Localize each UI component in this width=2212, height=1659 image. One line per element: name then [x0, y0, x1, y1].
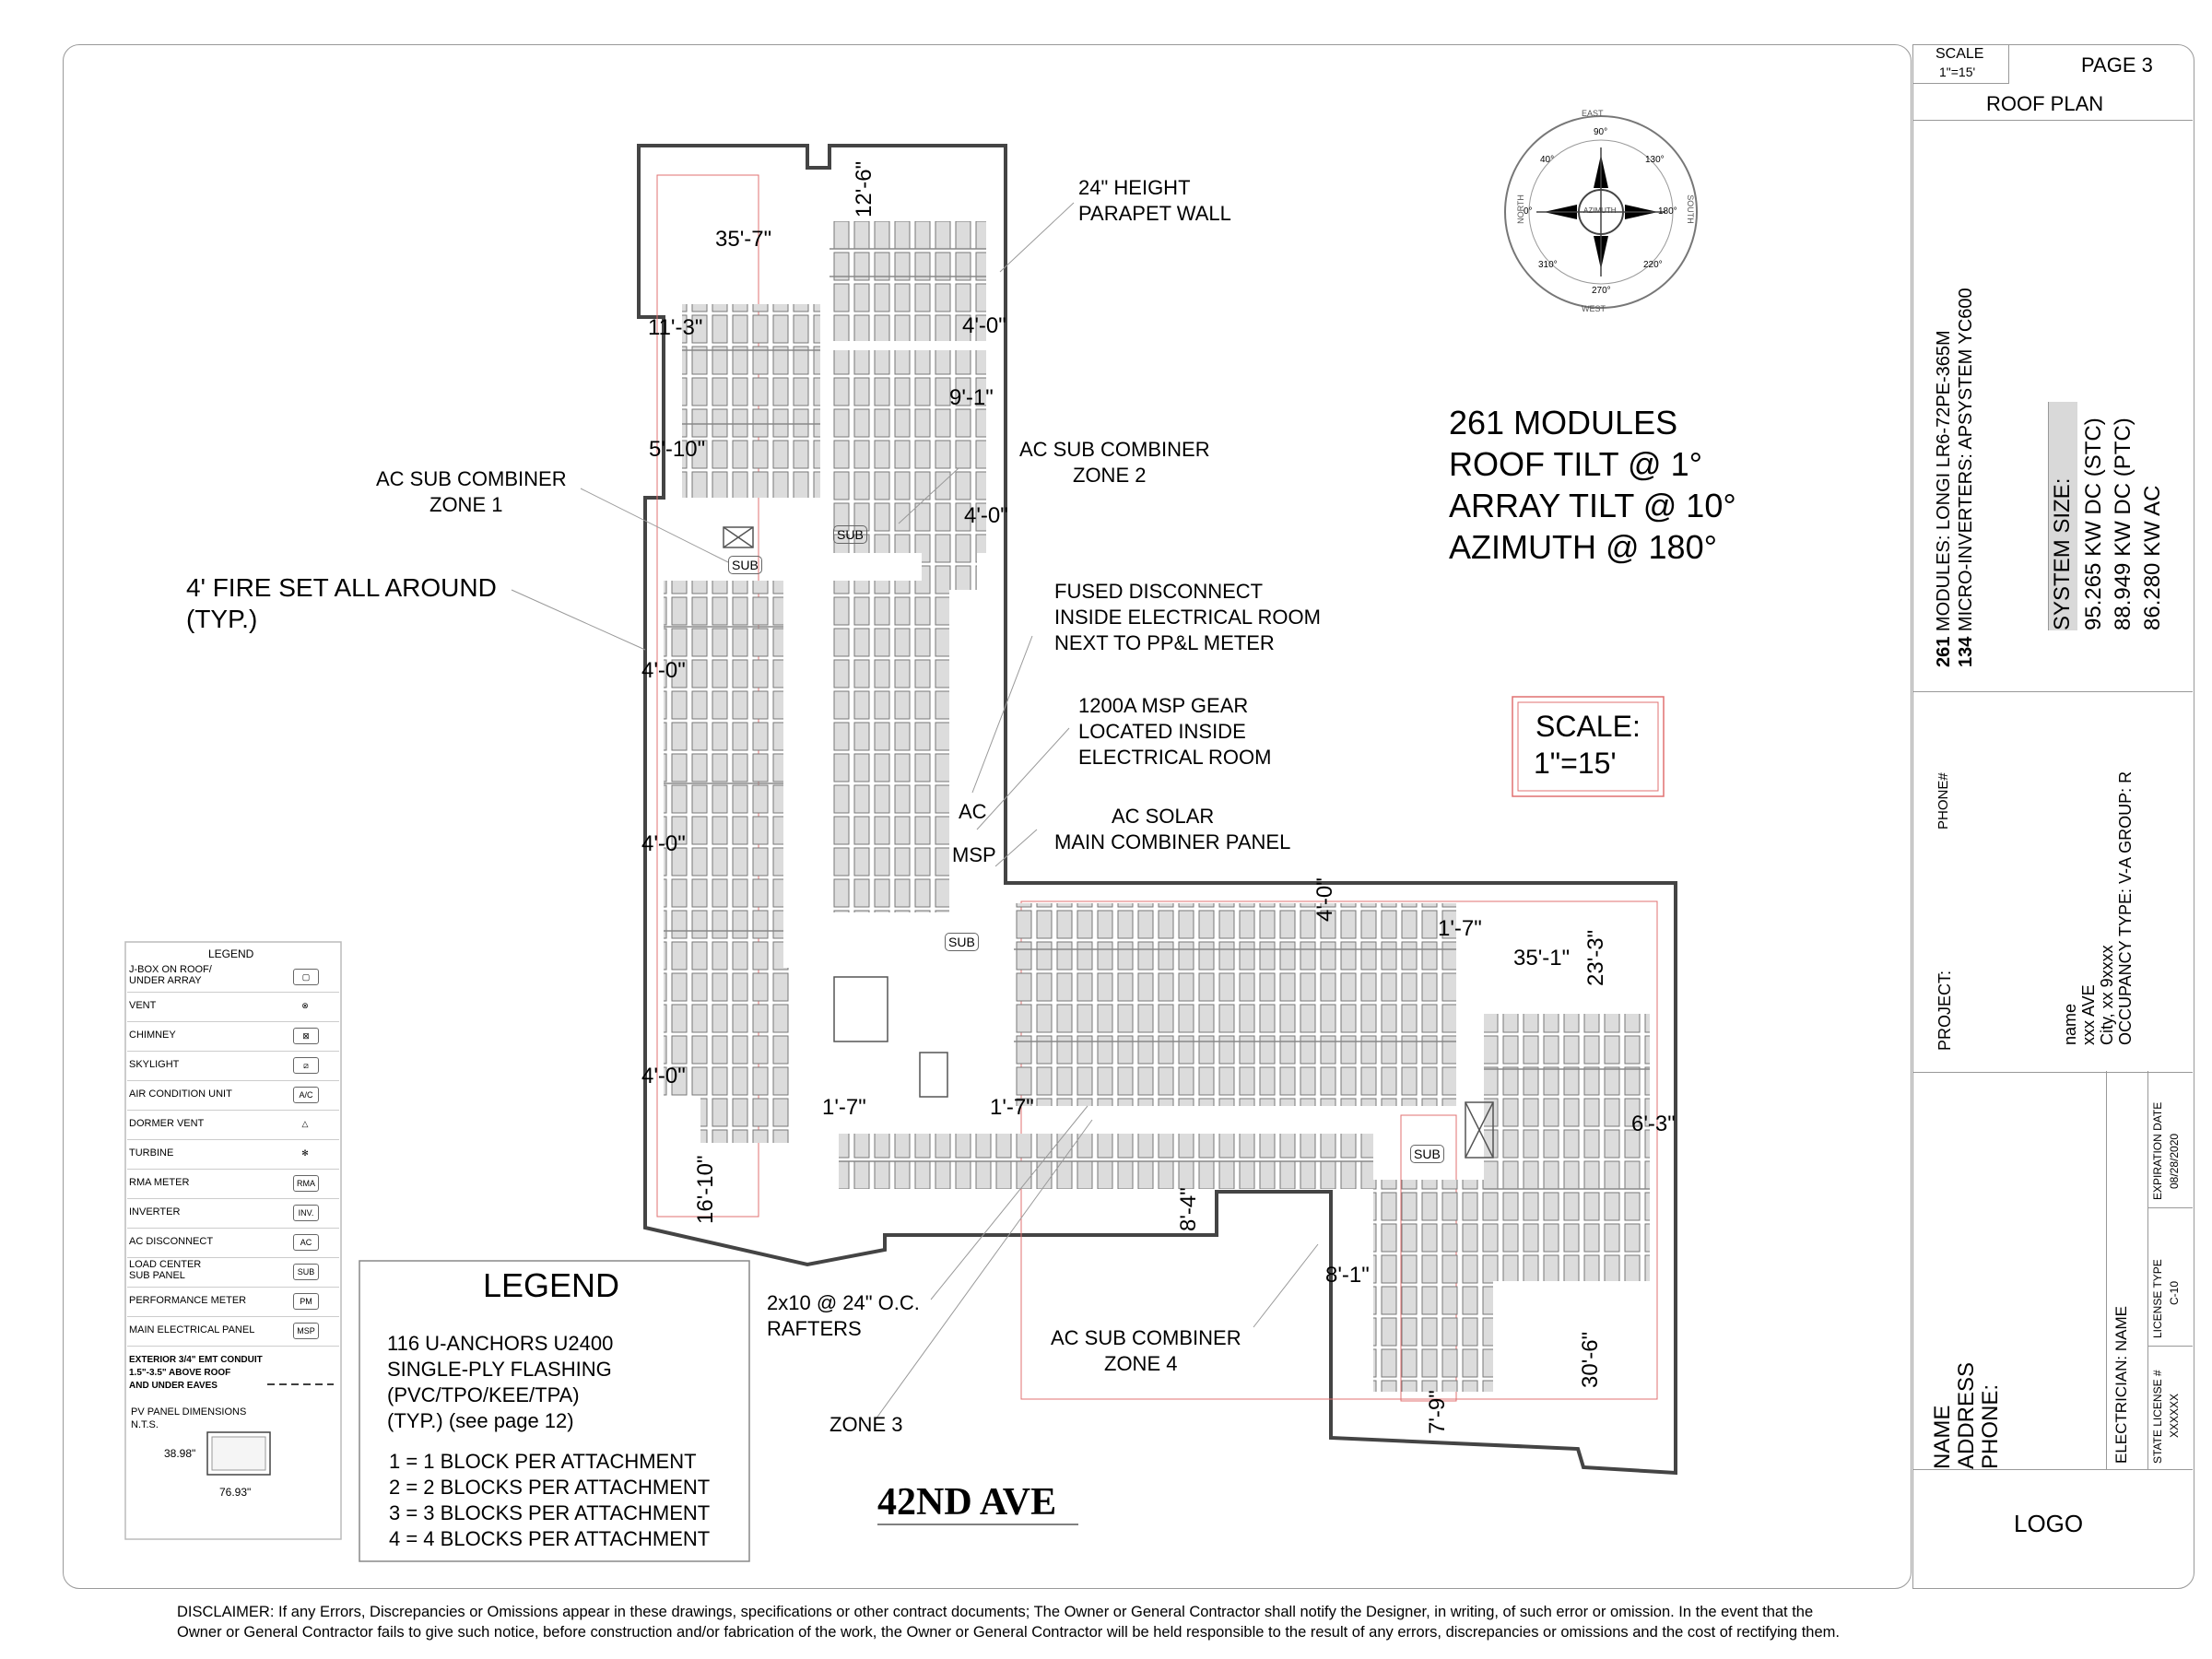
performance-meter-icon: PM: [293, 1293, 319, 1310]
scale-box-line1: SCALE:: [1535, 710, 1641, 743]
compass-deg: 270°: [1592, 286, 1611, 296]
dim-4-0-c: 4'-0": [641, 658, 686, 683]
compass-north: NORTH: [1515, 194, 1525, 224]
dim-35-7: 35'-7": [715, 227, 772, 252]
legend-label: [129, 1259, 201, 1281]
dim-1-7-c: 1'-7": [990, 1095, 1034, 1120]
legend-row: [127, 1051, 339, 1081]
conduit-line-2: 1.5"-3.5" ABOVE ROOF: [129, 1368, 231, 1378]
modules-count: 261: [1934, 636, 1954, 667]
callout-msp-gear-1: 1200A MSP GEAR: [1078, 694, 1249, 717]
tb-stc: 95.265 KW DC (STC): [2081, 418, 2106, 630]
legend-label-line2: UNDER ARRAY: [129, 975, 202, 986]
legend-row: [127, 1228, 339, 1258]
legend-label: AC DISCONNECT: [129, 1236, 214, 1247]
callout-fire-set-2: (TYP.): [186, 605, 258, 633]
vent-icon: ⊗: [301, 1001, 309, 1010]
anchors-line-1: 116 U-ANCHORS U2400: [387, 1332, 614, 1355]
tb-logo: LOGO: [2014, 1510, 2084, 1537]
dim-6-3: 6'-3": [1631, 1112, 1676, 1136]
legend-label: CHIMNEY: [129, 1030, 176, 1041]
summary-array-tilt: ARRAY TILT @ 10°: [1449, 487, 1736, 524]
tb-system-size-label: SYSTEM SIZE:: [2050, 477, 2075, 630]
callout-fused-3: NEXT TO PP&L METER: [1054, 631, 1275, 654]
tb-modules-line: [1934, 330, 1955, 667]
tb-license-type: C-10: [2168, 1280, 2181, 1305]
chimney-icon: ⊠: [293, 1028, 319, 1044]
compass-deg: 220°: [1643, 260, 1663, 270]
obstruction-box: [834, 977, 888, 1041]
tb-customer-phone: PHONE:: [1978, 1383, 2003, 1469]
tb-occupancy: OCCUPANCY TYPE: V-A GROUP: R: [2116, 771, 2135, 1045]
compass-deg: 130°: [1645, 155, 1665, 165]
compass-deg: 310°: [1538, 260, 1558, 270]
callout-fused-2: INSIDE ELECTRICAL ROOM: [1054, 606, 1321, 629]
callout-msp-gear-3: ELECTRICAL ROOM: [1078, 746, 1272, 769]
tb-expiration: 08/28/2020: [2168, 1133, 2181, 1189]
tb-expiration-label: EXPIRATION DATE: [2151, 1101, 2164, 1200]
legend-row: [127, 1316, 339, 1347]
tb-phone-label: PHONE#: [1936, 772, 1951, 830]
conduit-line-1: EXTERIOR 3/4" EMT CONDUIT: [129, 1355, 263, 1365]
compass-east: EAST: [1582, 109, 1604, 118]
legend-label-line: LOAD CENTER: [129, 1259, 202, 1270]
sub-panel-tag: SUB: [1410, 1145, 1444, 1163]
legend-label: DORMER VENT: [129, 1118, 205, 1129]
legend-row: [127, 1080, 339, 1111]
dim-11-3: 11'-3": [648, 315, 703, 340]
legend-label: [129, 964, 212, 986]
compass-deg: 180°: [1658, 206, 1677, 217]
anchors-line-4: (TYP.) (see page 12): [387, 1409, 574, 1432]
legend-label: SKYLIGHT: [129, 1059, 180, 1070]
legend-label: PERFORMANCE METER: [129, 1295, 247, 1306]
sub-panel-tag: SUB: [945, 933, 979, 951]
legend-label: TURBINE: [129, 1147, 174, 1159]
panel-dim-width: 38.98": [164, 1447, 196, 1460]
callout-zone2-2: ZONE 2: [1073, 464, 1147, 487]
callout-parapet-1: 24" HEIGHT: [1078, 176, 1191, 199]
callout-msp-gear-2: LOCATED INSIDE: [1078, 720, 1246, 743]
legend-label: MAIN ELECTRICAL PANEL: [129, 1324, 255, 1335]
compass-south: SOUTH: [1685, 194, 1695, 224]
sub-panel-tag: SUB: [728, 556, 762, 574]
tb-project-city: City, xx 9xxxx: [2098, 945, 2116, 1045]
inverters-text: MICRO-INVERTERS: APSYSTEM YC600: [1956, 288, 1976, 637]
scale-box-line2: 1"=15': [1534, 747, 1617, 780]
dim-4-0-e: 4'-0": [1312, 877, 1337, 922]
compass-deg: 0°: [1524, 206, 1533, 217]
dim-30-6: 30'-6": [1578, 1331, 1603, 1388]
inverters-count: 134: [1956, 636, 1976, 667]
panel-dim-length: 76.93": [219, 1486, 252, 1499]
skylight-icon: ⧄: [293, 1057, 319, 1074]
tb-customer-address: ADDRESS: [1954, 1361, 1979, 1469]
callout-rafters-1: 2x10 @ 24" O.C.: [767, 1291, 920, 1314]
tb-state-license: XXXXXX: [2168, 1393, 2181, 1438]
tb-ac: 86.280 KW AC: [2140, 485, 2165, 630]
main-legend-title: LEGEND: [483, 1266, 620, 1304]
dim-9-1: 9'-1": [949, 385, 994, 410]
legend-row: [127, 1257, 339, 1288]
dim-8-4: 8'-4": [1176, 1187, 1201, 1231]
msp-tag: MSP: [952, 843, 996, 866]
dim-35-1: 35'-1": [1513, 946, 1571, 971]
legend-row: [127, 1287, 339, 1317]
tb-project-name: name: [2061, 1003, 2079, 1045]
tb-inverters-line: [1956, 288, 1977, 667]
dim-4-0-a: 4'-0": [962, 313, 1006, 338]
anchors-line-3: (PVC/TPO/KEE/TPA): [387, 1383, 580, 1406]
blocks-line-2: 2 = 2 BLOCKS PER ATTACHMENT: [389, 1476, 711, 1499]
disclaimer-line-1: DISCLAIMER: If any Errors, Discrepancies or Omissions appear in these drawings, specifications or other contract documents; The Owner or General Contractor shall notify the Designer, in writing, of such error or omission. In the event that the: [177, 1604, 1814, 1620]
legend-row: [127, 992, 339, 1022]
summary-roof-tilt: ROOF TILT @ 1°: [1449, 445, 1702, 483]
callout-zone2-1: AC SUB COMBINER: [1019, 438, 1210, 461]
tb-state-license-label: STATE LICENSE #: [2151, 1370, 2164, 1464]
tb-project-address: xxx AVE: [2079, 984, 2098, 1045]
summary-azimuth: AZIMUTH @ 180°: [1449, 528, 1717, 566]
legend-row: [127, 1198, 339, 1229]
tb-page: PAGE 3: [2081, 53, 2153, 76]
callout-ac-solar-2: MAIN COMBINER PANEL: [1054, 830, 1291, 853]
blocks-line-1: 1 = 1 BLOCK PER ATTACHMENT: [389, 1450, 697, 1473]
msp-icon: MSP: [293, 1323, 319, 1339]
compass-deg: 90°: [1594, 127, 1608, 137]
panel-dim-nts: N.T.S.: [131, 1419, 159, 1430]
callout-fire-set-1: 4' FIRE SET ALL AROUND: [186, 573, 497, 602]
legend-label-line: J-BOX ON ROOF/: [129, 964, 212, 975]
callout-zone3: ZONE 3: [830, 1413, 903, 1436]
tb-ptc: 88.949 KW DC (PTC): [2111, 418, 2136, 630]
callout-zone1-1: AC SUB COMBINER: [376, 467, 567, 490]
disclaimer-line-2: Owner or General Contractor fails to give such notice, before construction and/or fabrication of the work, the Owner or General Contractor will be held responsible to the result of any errors, discrepancies or omissions and the cost of rectifying them.: [177, 1624, 1840, 1641]
legend-label: VENT: [129, 1000, 157, 1011]
summary-modules: 261 MODULES: [1449, 404, 1678, 441]
system-size-border: [2048, 402, 2167, 630]
dim-4-0-d: 4'-0": [641, 831, 686, 856]
legend-row: [127, 1021, 339, 1052]
legend-row: [127, 1110, 339, 1140]
license-hdivider: [2147, 1207, 2193, 1208]
tb-scale-label: SCALE: [1936, 46, 1984, 62]
small-legend-title: LEGEND: [208, 947, 254, 960]
legend-row: [127, 962, 339, 993]
modules-text: MODULES: LONGI LR6-72PE-365M: [1934, 330, 1954, 637]
array-a: [682, 304, 820, 498]
ac-unit-icon: A/C: [293, 1087, 319, 1103]
legend-row: [127, 1169, 339, 1199]
dim-16-10: 16'-10": [693, 1155, 718, 1224]
dim-1-7-b: 1'-7": [822, 1095, 866, 1120]
rma-meter-icon: RMA: [293, 1175, 319, 1192]
tb-scale-value: 1"=15': [1939, 65, 1976, 79]
j-box-icon: ▢: [293, 969, 319, 985]
panel-dim-title: PV PANEL DIMENSIONS: [131, 1406, 247, 1418]
blocks-line-3: 3 = 3 BLOCKS PER ATTACHMENT: [389, 1501, 711, 1524]
dim-23-3: 23'-3": [1583, 929, 1608, 986]
sub-panel-tag: SUB: [833, 525, 867, 544]
turbine-icon: ✻: [301, 1148, 309, 1158]
dim-8-1: 8'-1": [1325, 1263, 1370, 1288]
ac-disconnect-tag: AC: [959, 800, 987, 823]
legend-label: RMA METER: [129, 1177, 190, 1188]
license-hdivider2: [2147, 1346, 2193, 1347]
callout-rafters-2: RAFTERS: [767, 1317, 862, 1340]
compass-center-label: AZIMUTH: [1583, 206, 1617, 215]
callout-fused-1: FUSED DISCONNECT: [1054, 580, 1264, 603]
callout-ac-solar-1: AC SOLAR: [1112, 805, 1215, 828]
compass-deg: 40°: [1540, 155, 1555, 165]
dim-5-10: 5'-10": [649, 437, 706, 462]
ac-disconnect-icon: AC: [293, 1234, 319, 1251]
legend-row: [127, 1139, 339, 1170]
tb-customer-name: NAME: [1930, 1405, 1955, 1469]
sub-panel-icon: SUB: [293, 1264, 319, 1280]
callout-zone4-2: ZONE 4: [1104, 1352, 1178, 1375]
callout-zone1-2: ZONE 1: [429, 493, 503, 516]
inverter-icon: INV.: [293, 1205, 319, 1221]
tb-license-type-label: LICENSE TYPE: [2151, 1259, 2164, 1338]
dormer-vent-icon: △: [301, 1119, 309, 1128]
license-divider: [2147, 1071, 2148, 1469]
dim-4-0-b: 4'-0": [964, 503, 1008, 528]
tb-sheet-title: ROOF PLAN: [1986, 92, 2104, 115]
dim-7-9: 7'-9": [1425, 1390, 1450, 1434]
dim-1-7-a: 1'-7": [1438, 916, 1482, 941]
street-label: 42ND AVE: [877, 1481, 1057, 1524]
dim-12-6: 12'-6": [852, 160, 877, 218]
electrician-divider: [2106, 1071, 2107, 1469]
tb-electrician: ELECTRICIAN: NAME: [2112, 1306, 2130, 1464]
anchors-line-2: SINGLE-PLY FLASHING: [387, 1358, 612, 1381]
compass-west: WEST: [1582, 304, 1606, 313]
legend-label: INVERTER: [129, 1206, 181, 1218]
conduit-line-3: AND UNDER EAVES: [129, 1381, 218, 1391]
callout-zone4-1: AC SUB COMBINER: [1051, 1326, 1241, 1349]
blocks-line-4: 4 = 4 BLOCKS PER ATTACHMENT: [389, 1527, 711, 1550]
dim-4-0-f: 4'-0": [641, 1064, 686, 1088]
callout-parapet-2: PARAPET WALL: [1078, 202, 1231, 225]
legend-label-line2: SUB PANEL: [129, 1270, 185, 1281]
legend-label: AIR CONDITION UNIT: [129, 1088, 232, 1100]
tb-project-label: PROJECT:: [1936, 970, 1954, 1051]
